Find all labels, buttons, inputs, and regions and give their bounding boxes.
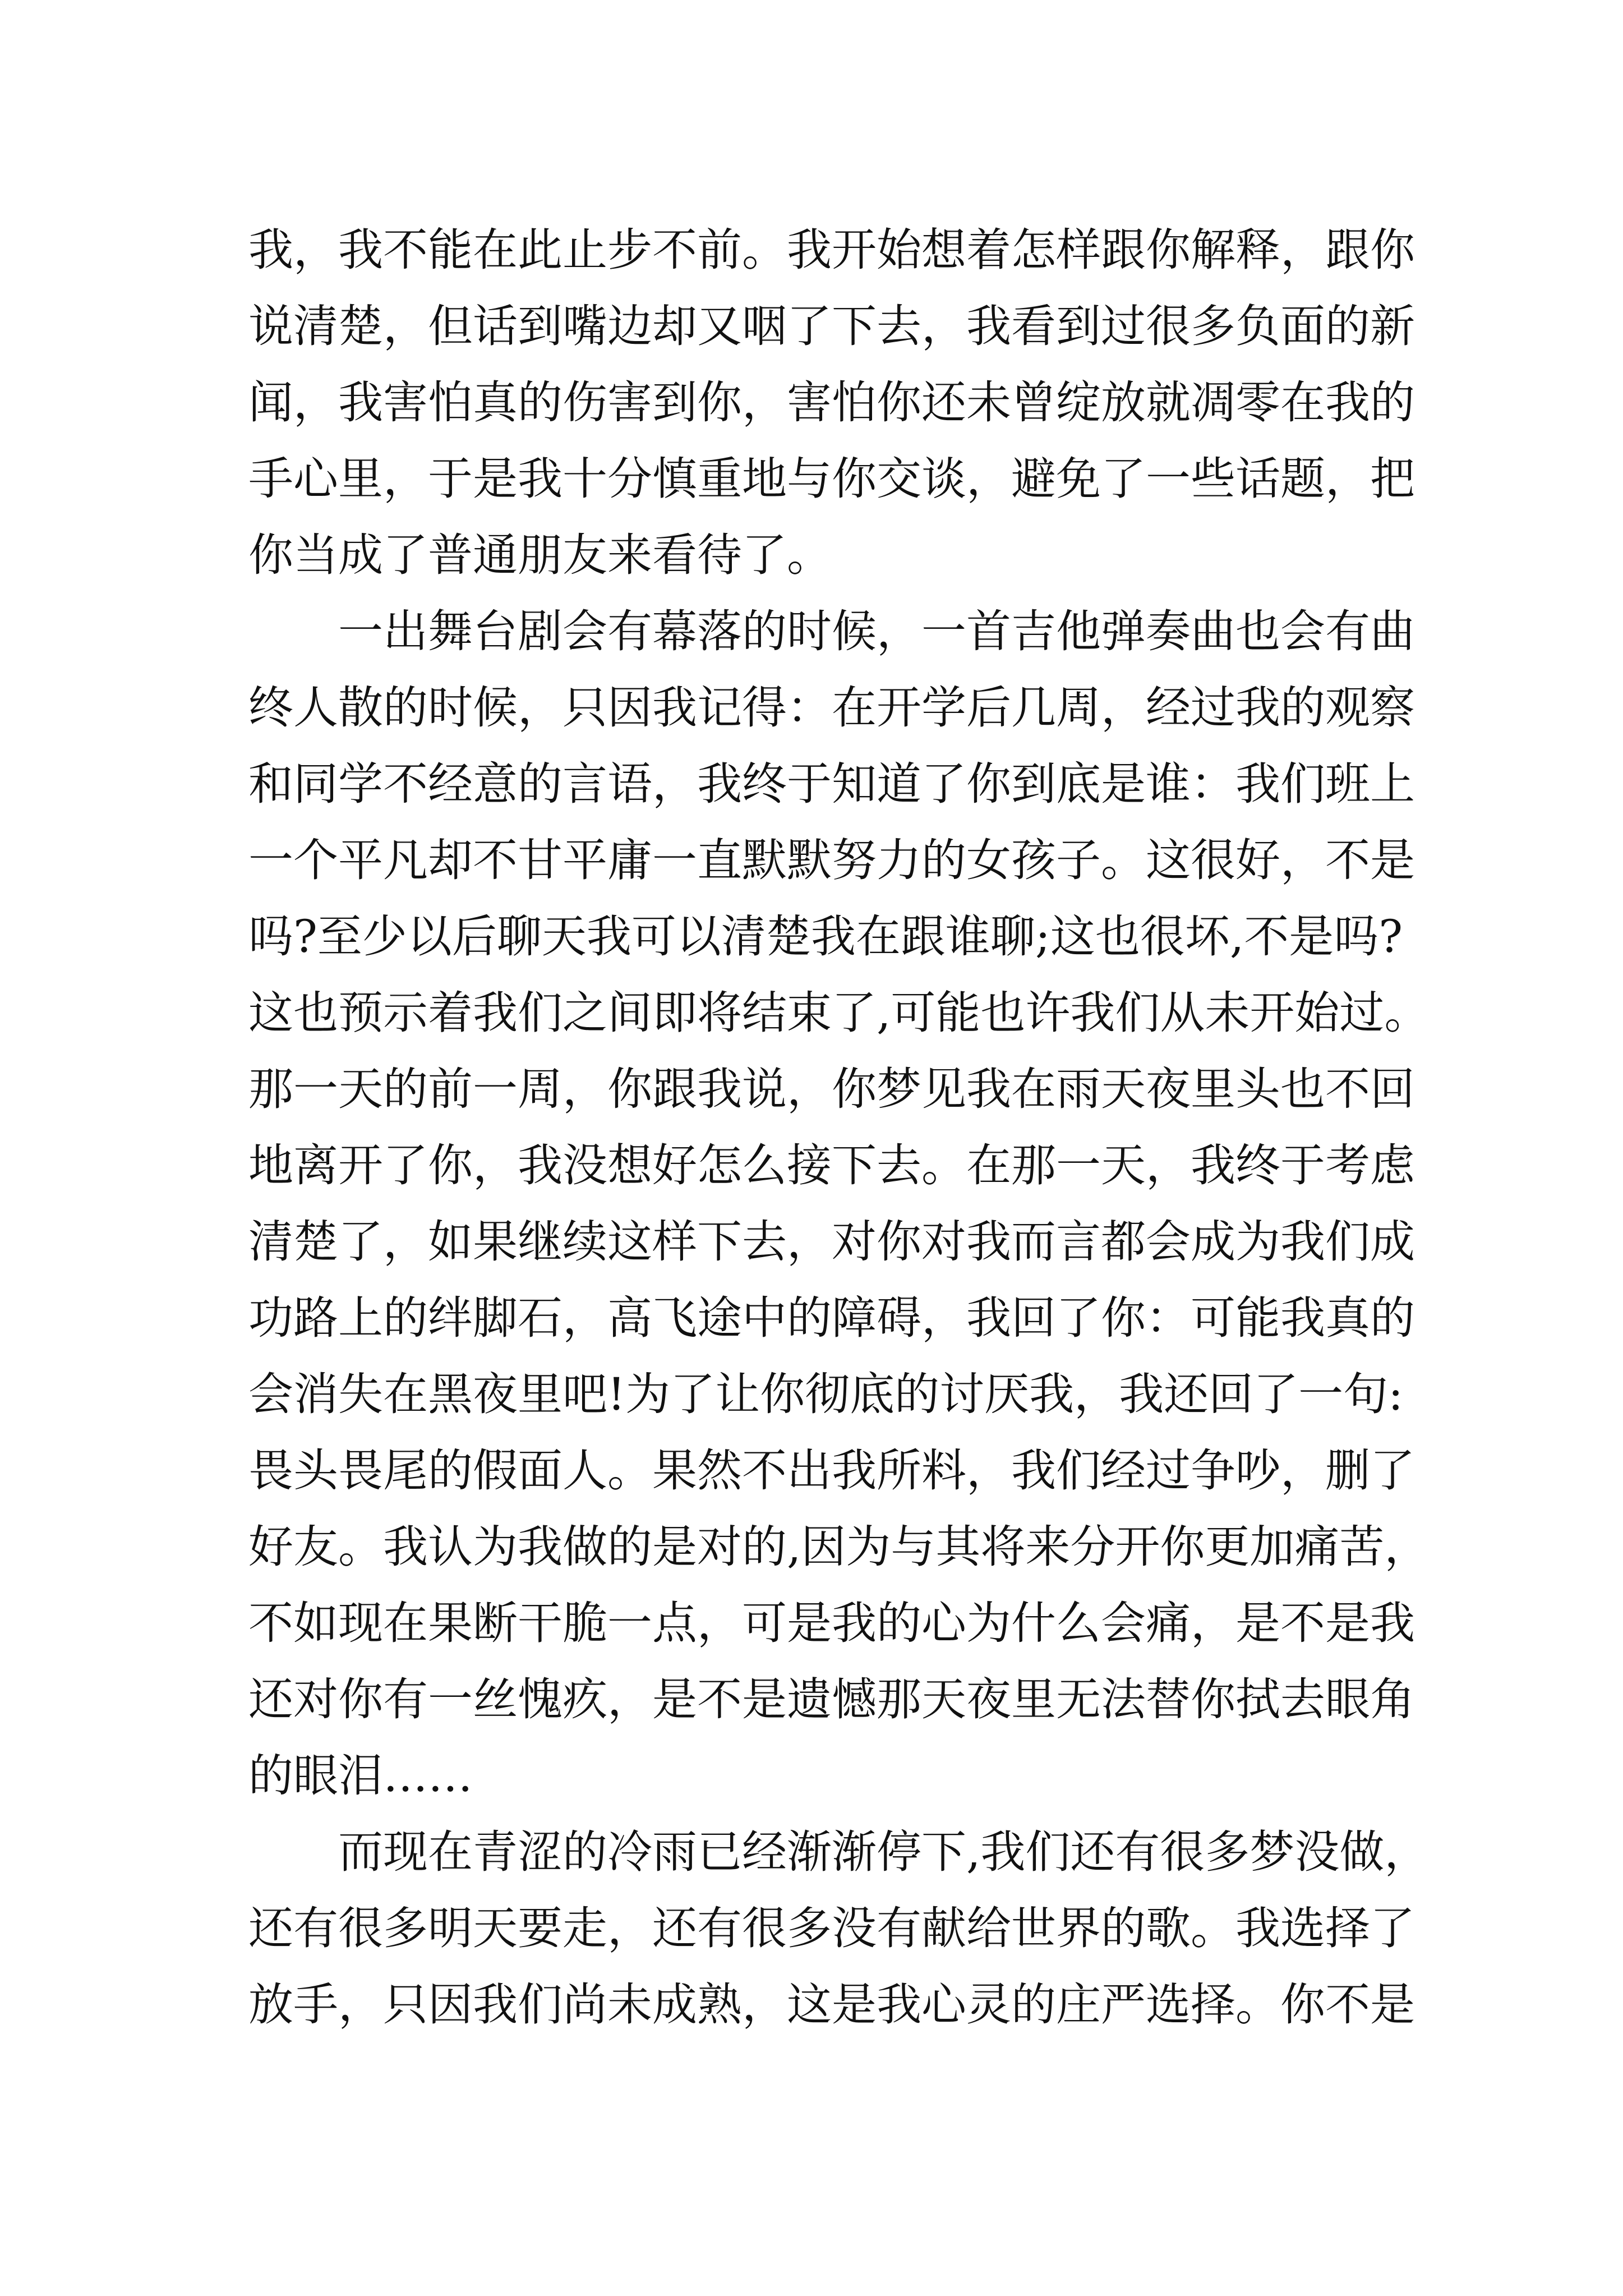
- text-line: 终人散的时候，只因我记得：在开学后几周，经过我的观察: [248, 682, 1415, 734]
- text-line: 的眼泪……: [248, 1750, 473, 1802]
- text-line: 会消失在黑夜里吧!为了让你彻底的讨厌我，我还回了一句:: [248, 1368, 1404, 1420]
- text-line: 功路上的绊脚石，高飞途中的障碍，我回了你：可能我真的: [248, 1292, 1415, 1344]
- text-line: 好友。我认为我做的是对的,因为与其将来分开你更加痛苦，: [248, 1521, 1430, 1573]
- paragraph-2: [248, 593, 1430, 1814]
- text-line: 一个平凡却不甘平庸一直默默努力的女孩子。这很好，不是: [248, 834, 1415, 886]
- paragraph-1: [248, 212, 1415, 593]
- text-line: 手心里，于是我十分慎重地与你交谈，避免了一些话题，把: [248, 453, 1415, 505]
- paragraph-3: [248, 1814, 1430, 2043]
- text-line: 那一天的前一周，你跟我说，你梦见我在雨天夜里头也不回: [248, 1063, 1415, 1115]
- text-line: 你当成了普通朋友来看待了。: [248, 529, 832, 581]
- text-line: 一出舞台剧会有幕落的时候，一首吉他弹奏曲也会有曲: [338, 605, 1415, 657]
- text-line: 还对你有一丝愧疚，是不是遗憾那天夜里无法替你拭去眼角: [248, 1673, 1415, 1726]
- text-line: 还有很多明天要走，还有很多没有献给世界的歌。我选择了: [248, 1902, 1415, 1954]
- text-line: 放手，只因我们尚未成熟，这是我心灵的庄严选择。你不是: [248, 1978, 1415, 2031]
- text-line: 这也预示着我们之间即将结束了,可能也许我们从未开始过。: [248, 987, 1430, 1039]
- text-line: 和同学不经意的言语，我终于知道了你到底是谁：我们班上: [248, 758, 1415, 810]
- text-line: 说清楚，但话到嘴边却又咽了下去，我看到过很多负面的新: [248, 300, 1415, 352]
- text-line: 地离开了你，我没想好怎么接下去。在那一天，我终于考虑: [248, 1139, 1415, 1191]
- text-line: 不如现在果断干脆一点，可是我的心为什么会痛，是不是我: [248, 1597, 1415, 1649]
- text-line: 而现在青涩的冷雨已经渐渐停下,我们还有很多梦没做，: [338, 1826, 1430, 1878]
- essay-body: [248, 212, 1430, 2043]
- text-line: 我，我不能在此止步不前。我开始想着怎样跟你解释，跟你: [248, 224, 1415, 276]
- text-line: 清楚了，如果继续这样下去，对你对我而言都会成为我们成: [248, 1216, 1415, 1268]
- text-line: 吗?至少以后聊天我可以清楚我在跟谁聊;这也很坏,不是吗?: [248, 910, 1403, 963]
- text-line: 畏头畏尾的假面人。果然不出我所料，我们经过争吵，删了: [248, 1444, 1415, 1497]
- text-line: 闻，我害怕真的伤害到你，害怕你还未曾绽放就凋零在我的: [248, 376, 1415, 429]
